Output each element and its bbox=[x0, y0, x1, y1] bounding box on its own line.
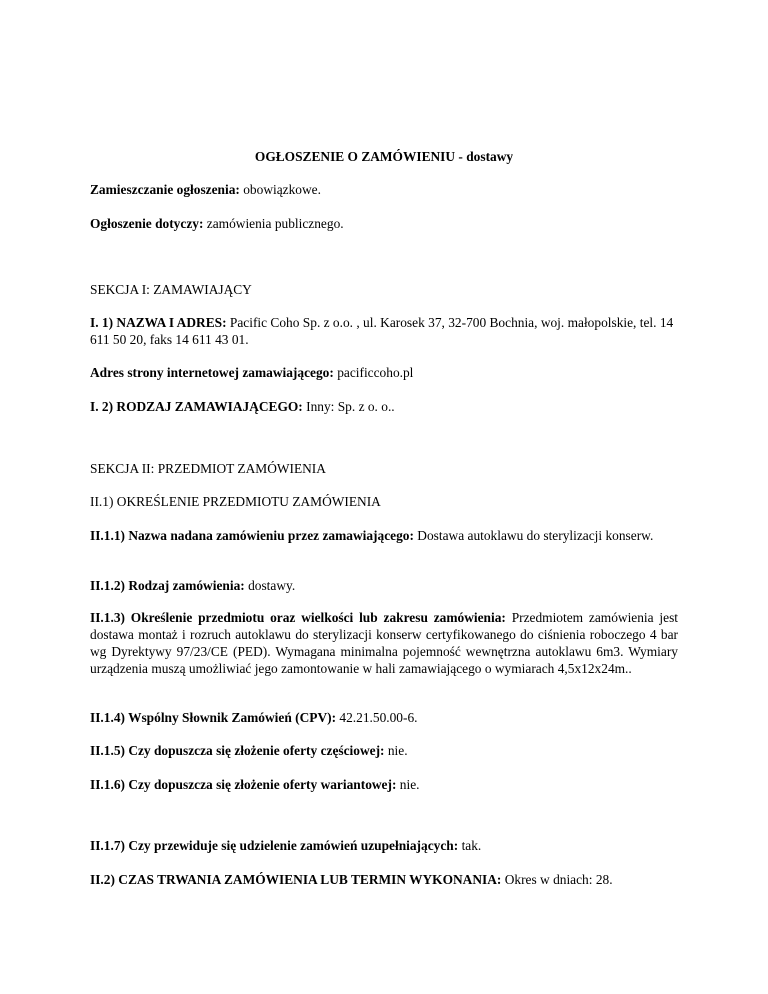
item-value: 42.21.50.00-6. bbox=[339, 710, 418, 725]
duration-value: Okres w dniach: 28. bbox=[504, 872, 613, 887]
concerns-label: Ogłoszenie dotyczy: bbox=[90, 216, 204, 231]
concerns-line bbox=[90, 215, 678, 232]
item-label: II.1.3) Określenie przedmiotu oraz wielkości lub zakresu zamówienia: bbox=[90, 610, 506, 625]
item-label: II.1.5) Czy dopuszcza się złożenie oferty częściowej: bbox=[90, 743, 385, 758]
name-address-value: Pacific Coho Sp. z o.o. , ul. Karosek 37, 32-700 Bochnia, woj. małopolskie, tel. 14 611 50 20, faks 14 611 43 01. bbox=[90, 315, 674, 347]
item-cpv bbox=[90, 709, 678, 726]
section2-heading: SEKCJA II: PRZEDMIOT ZAMÓWIENIA bbox=[90, 461, 326, 476]
placement-line bbox=[90, 181, 678, 198]
website-value: pacificcoho.pl bbox=[337, 365, 414, 380]
item-label: II.1.2) Rodzaj zamówienia: bbox=[90, 578, 245, 593]
item-value: nie. bbox=[399, 777, 420, 792]
concerns-value: zamówienia publicznego. bbox=[206, 216, 344, 231]
item-label: II.1.7) Czy przewiduje się udzielenie zamówień uzupełniających: bbox=[90, 838, 459, 853]
item-label: II.1.4) Wspólny Słownik Zamówień (CPV): bbox=[90, 710, 337, 725]
item-value: tak. bbox=[461, 838, 482, 853]
item-variant-offer bbox=[90, 776, 678, 793]
item-value: Dostawa autoklawu do sterylizacji konserw. bbox=[417, 528, 654, 543]
website-line bbox=[90, 364, 678, 381]
item-value: dostawy. bbox=[248, 578, 296, 593]
name-address-label: I. 1) NAZWA I ADRES: bbox=[90, 315, 227, 330]
website-label: Adres strony internetowej zamawiającego: bbox=[90, 365, 334, 380]
name-address-line bbox=[90, 314, 678, 348]
item-description bbox=[90, 609, 678, 677]
duration-label: II.2) CZAS TRWANIA ZAMÓWIENIA LUB TERMIN WYKONANIA: bbox=[90, 872, 502, 887]
contracting-type-label: I. 2) RODZAJ ZAMAWIAJĄCEGO: bbox=[90, 399, 303, 414]
item-value: Przedmiotem zamówienia jest dostawa montaż i rozruch autoklawu do sterylizacji konserw certyfikowanego do ciśnienia roboczego 4 bar wg Dyrektywy 97/23/CE (PED). Wymagana minimalna pojemność wewnętrzna autoklawu 6m3. Wymiary urządzenia muszą umożliwiać jego zamontowanie w hali zamawiającego o wymiarach 4,5x12x24m.. bbox=[90, 610, 678, 676]
item-partial-offer bbox=[90, 742, 678, 759]
contracting-type-value: Inny: Sp. z o. o.. bbox=[306, 399, 395, 414]
item-value: nie. bbox=[387, 743, 408, 758]
item-label: II.1.1) Nazwa nadana zamówieniu przez zamawiającego: bbox=[90, 528, 414, 543]
document-title: OGŁOSZENIE O ZAMÓWIENIU - dostawy bbox=[254, 149, 514, 164]
section2-subheading: II.1) OKREŚLENIE PRZEDMIOTU ZAMÓWIENIA bbox=[90, 494, 381, 509]
item-supplementary-orders bbox=[90, 837, 678, 854]
section1-heading: SEKCJA I: ZAMAWIAJĄCY bbox=[90, 282, 252, 297]
contracting-type-line bbox=[90, 398, 678, 415]
item-label: II.1.6) Czy dopuszcza się złożenie oferty wariantowej: bbox=[90, 777, 397, 792]
item-name bbox=[90, 527, 678, 544]
placement-label: Zamieszczanie ogłoszenia: bbox=[90, 182, 240, 197]
duration-line bbox=[90, 871, 678, 888]
item-type bbox=[90, 577, 678, 594]
placement-value: obowiązkowe. bbox=[243, 182, 321, 197]
